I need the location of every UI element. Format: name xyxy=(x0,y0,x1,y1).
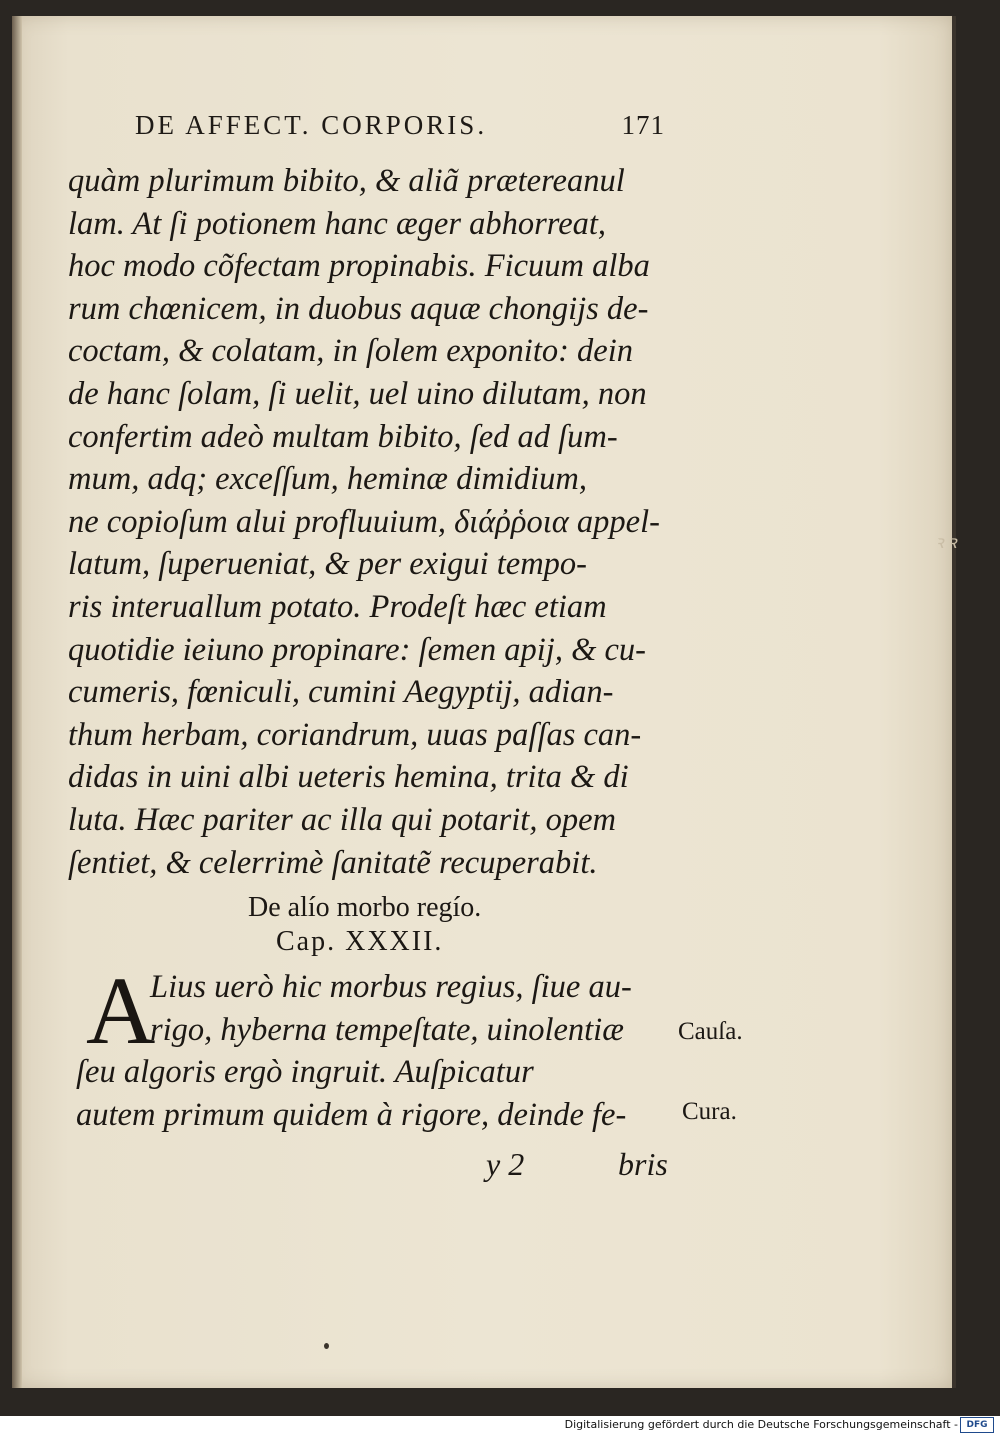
marginal-note-causa: Cauſa. xyxy=(678,1018,743,1045)
page-footer-marks xyxy=(486,1146,686,1186)
page-edge xyxy=(952,16,956,1388)
ink-spot xyxy=(324,1343,329,1349)
page-gutter xyxy=(12,16,22,1388)
text-line: de hanc ſolam, ſi uelit, uel uino dilutam, non xyxy=(68,375,647,412)
text-line: confertim adeò multam bibito, ſed ad ſum- xyxy=(68,418,618,455)
running-head-title: DE AFFECT. CORPORIS. xyxy=(135,110,488,140)
text-line: autem primum quidem à rigore, deinde fe- xyxy=(76,1096,627,1133)
text-line: quàm plurimum bibito, & aliã prætereanul xyxy=(68,163,625,199)
text-line: rum chœnicem, in duobus aquæ chongijs de- xyxy=(68,290,649,327)
show-through-bleed: ꝛ ꝛ xyxy=(935,532,957,552)
page-number: 171 xyxy=(621,110,665,140)
text-line: ſeu algoris ergò ingruit. Auſpicatur xyxy=(76,1054,534,1091)
text-line: ris interuallum potato. Prodeſt hæc etiam xyxy=(68,588,607,625)
text-line: rigo, hyberna tempeſtate, uinolentiæ xyxy=(150,1011,624,1048)
running-head xyxy=(125,110,665,146)
digitization-footer xyxy=(0,1416,1000,1434)
text-line: quotidie ieiuno propinare: ſemen apij, & cu- xyxy=(68,631,646,668)
text-line: latum, ſuperueniat, & per exigui tempo- xyxy=(68,546,588,583)
text-line: coctam, & colatam, in ſolem exponito: dein xyxy=(68,333,634,370)
funding-credit: Digitalisierung gefördert durch die Deutsche Forschungsgemeinschaft - xyxy=(564,1418,958,1431)
drop-cap-initial: A xyxy=(86,957,156,1064)
text-line: luta. Hæc pariter ac illa qui potarit, opem xyxy=(68,801,616,838)
dfg-logo-icon[interactable]: DFG xyxy=(960,1417,994,1433)
text-line: lam. At ſi potionem hanc æger abhorreat, xyxy=(68,205,607,242)
section-heading: De alío morbo regío. xyxy=(248,892,482,923)
marginal-note-cura: Cura. xyxy=(682,1098,737,1125)
text-line: didas in uini albi ueteris hemina, trita & di xyxy=(68,759,629,796)
text-line: cumeris, fœniculi, cumini Aegyptij, adian- xyxy=(68,674,614,711)
catchword: bris xyxy=(618,1146,668,1182)
signature-mark: y 2 xyxy=(486,1146,525,1182)
body-text xyxy=(68,160,668,884)
text-line: ſentiet, & celerrimè ſanitatẽ recuperabit. xyxy=(68,844,598,881)
text-line: Lius uerò hic morbus regius, ſiue au- xyxy=(150,969,632,1005)
text-line: mum, adq; exceſſum, heminæ dimidium, xyxy=(68,461,588,498)
text-line: ne copioſum alui profluuium, διάῤῥοια appel- xyxy=(68,503,660,540)
text-line: hoc modo cõfectam propinabis. Ficuum alba xyxy=(68,248,650,285)
text-line: thum herbam, coriandrum, uuas paſſas can- xyxy=(68,716,642,753)
chapter-label: Cap. XXXII. xyxy=(276,926,444,957)
